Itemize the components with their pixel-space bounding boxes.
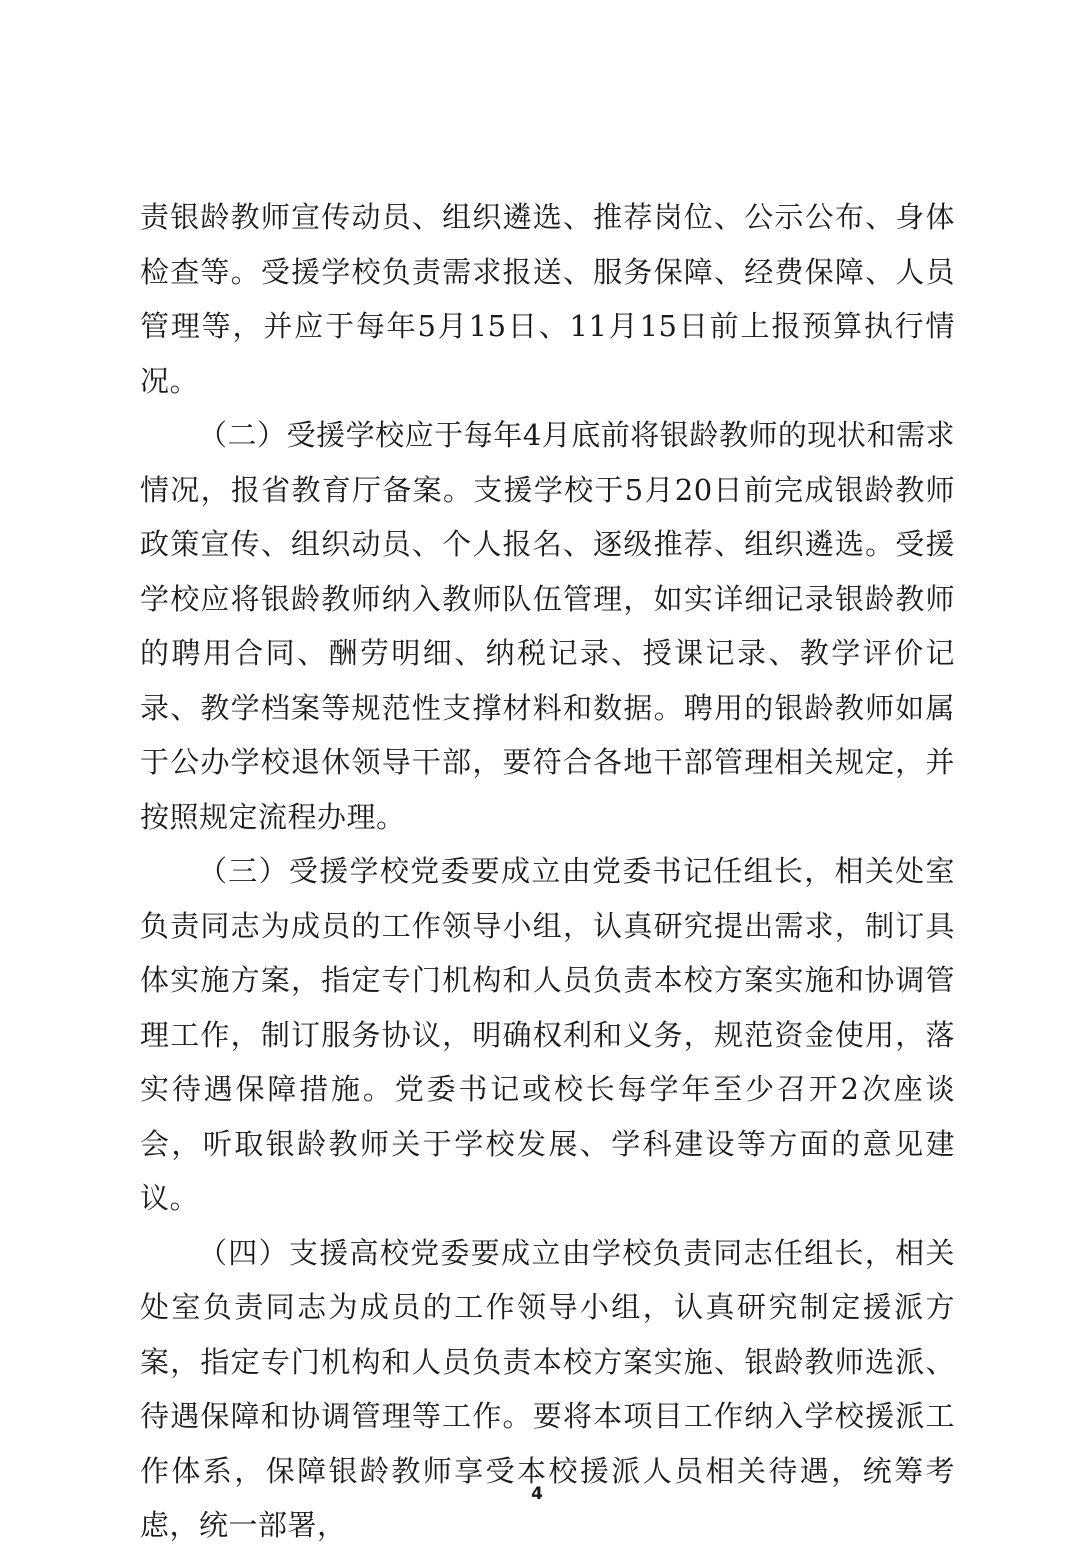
paragraph-item-3: （三）受援学校党委要成立由党委书记任组长，相关处室负责同志为成员的工作领导小组，认真研究提出需求，制订具体实施方案，指定专门机构和人员负责本校方案实施和协调管理工作，制订服务协议，明确权利和义务，规范资金使用，落实待遇保障措施。党委书记或校长每学年至少召开2次座谈会，听取银龄教师关于学校发展、学科建设等方面的意见建议。	[140, 854, 955, 1215]
paragraph-item-2: （二）受援学校应于每年4月底前将银龄教师的现状和需求情况，报省教育厅备案。支援学校于5月20日前完成银龄教师政策宣传、组织动员、个人报名、逐级推荐、组织遴选。受援学校应将银龄教师纳入教师队伍管理，如实详细记录银龄教师的聘用合同、酬劳明细、纳税记录、授课记录、教学评价记录、教学档案等规范性支撑材料和数据。聘用的银龄教师如属于公办学校退休领导干部，要符合各地干部管理相关规定，并按照规定流程办理。	[140, 418, 955, 834]
document-body	[140, 190, 955, 1553]
paragraph-item-4: （四）支援高校党委要成立由学校负责同志任组长，相关处室负责同志为成员的工作领导小组，认真研究制定援派方案，指定专门机构和人员负责本校方案实施、银龄教师选派、待遇保障和协调管理等工作。要将本项目工作纳入学校援派工作体系，保障银龄教师享受本校援派人员相关待遇，统筹考虑，统一部署，	[140, 1235, 955, 1542]
paragraph-continuation: 责银龄教师宣传动员、组织遴选、推荐岗位、公示公布、身体检查等。受援学校负责需求报送、服务保障、经费保障、人员管理等，并应于每年5月15日、11月15日前上报预算执行情况。	[140, 200, 955, 398]
page-number: 4	[531, 1484, 543, 1504]
